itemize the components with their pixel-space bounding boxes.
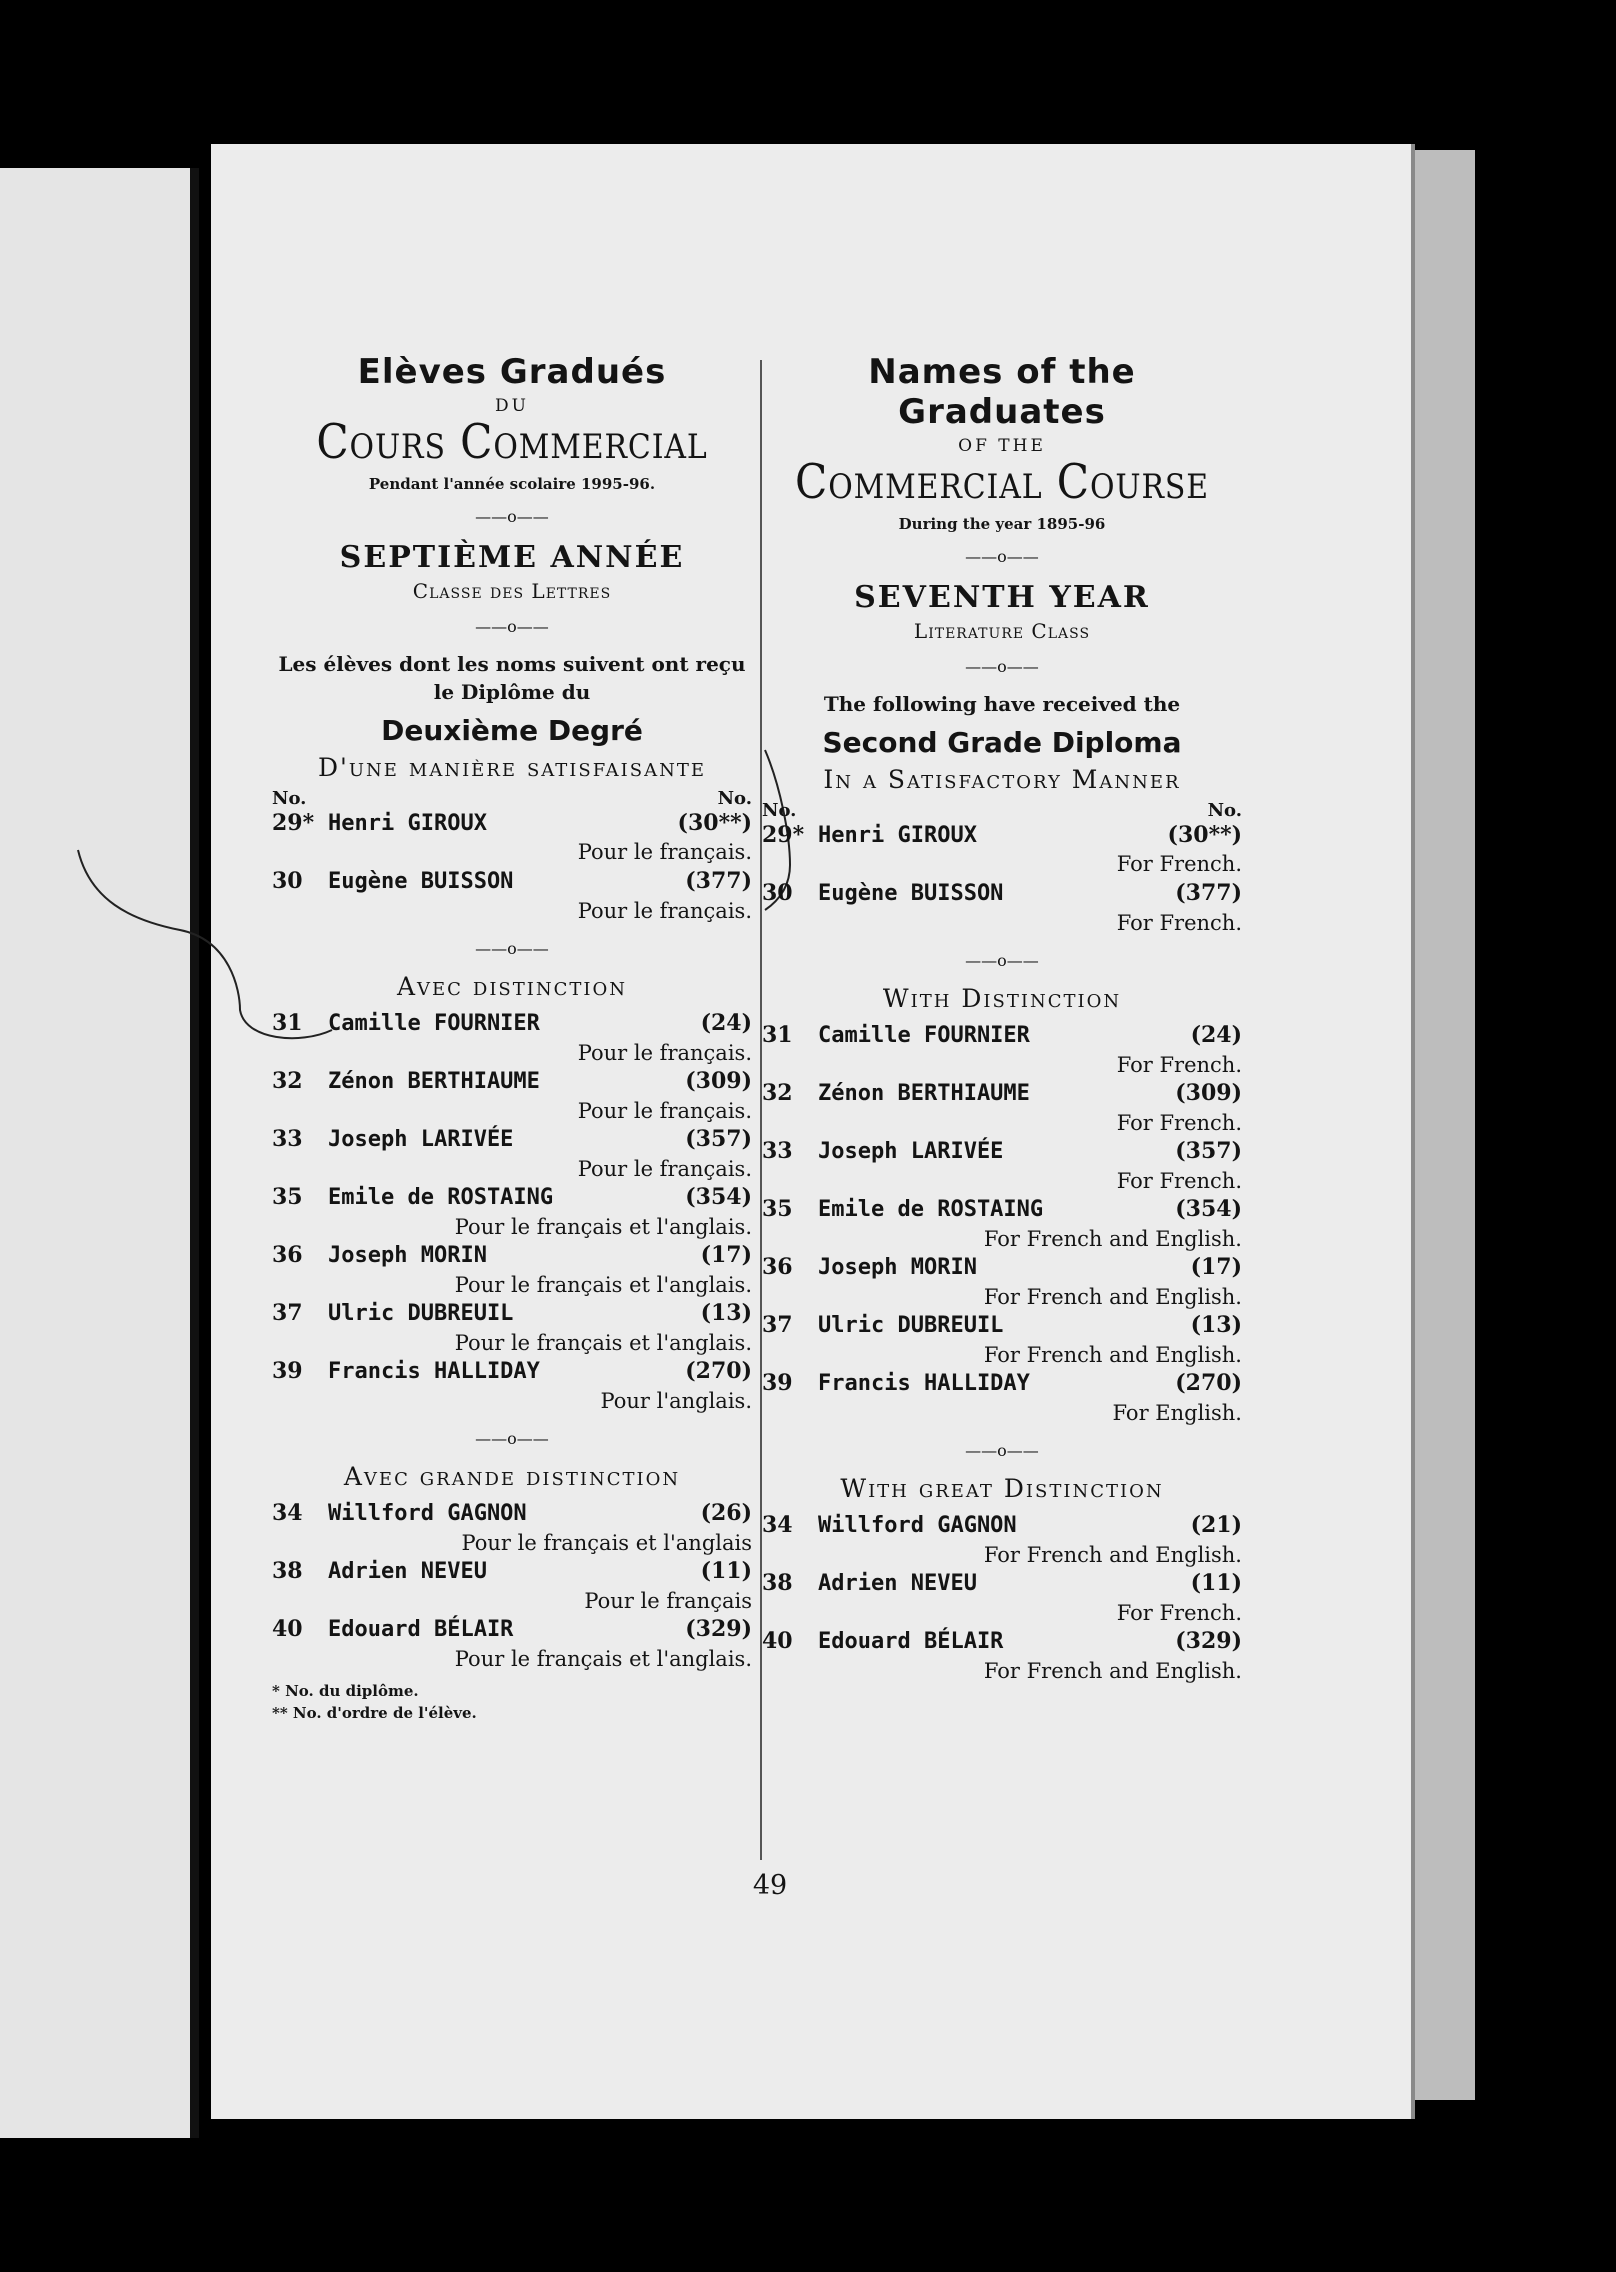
graduate-row: [272, 1299, 752, 1329]
graduate-language-note: Pour le français et l'anglais.: [454, 1646, 752, 1671]
graduate-language-note: For French.: [1116, 1052, 1242, 1077]
graduate-order-number: (17): [1190, 1253, 1242, 1280]
graduate-entry: [272, 1299, 752, 1357]
graduate-entry: [762, 1079, 1242, 1137]
french-year-line: Pendant l'année scolaire 1995-96.: [368, 474, 656, 493]
french-great-title: Avec grande distinction: [343, 1462, 681, 1492]
graduate-number: 37: [762, 1312, 793, 1339]
graduate-number: 37: [272, 1300, 303, 1327]
graduate-number: 34: [272, 1500, 303, 1527]
french-grade: Deuxième Degré: [381, 713, 643, 747]
graduate-language-note: For French.: [1116, 1168, 1242, 1193]
french-class-subtitle: Classe des Lettres: [412, 578, 612, 603]
english-heading: Names of the Graduates: [868, 352, 1136, 432]
english-year-line: During the year 1895-96: [898, 514, 1106, 533]
graduate-row: [762, 1311, 1242, 1341]
separator: ——o——: [965, 546, 1039, 566]
graduate-entry: [762, 821, 1242, 879]
graduate-name: Francis HALLIDAY: [328, 1359, 540, 1385]
graduate-number: 36: [762, 1253, 793, 1280]
french-satisfactory-list: [272, 809, 752, 925]
graduate-language-note: For French and English.: [983, 1542, 1242, 1567]
graduate-row: [272, 1125, 752, 1155]
graduate-order-number: (13): [700, 1300, 752, 1327]
graduate-language-note: For French.: [1116, 910, 1242, 935]
graduate-number: 31: [762, 1021, 793, 1048]
graduate-row: [762, 1627, 1242, 1657]
graduate-entry: [272, 1499, 752, 1557]
graduate-row: [762, 1195, 1242, 1225]
english-column: [762, 352, 1242, 1685]
graduate-entry: [762, 1253, 1242, 1311]
english-class-title: SEVENTH YEAR: [854, 579, 1150, 615]
graduate-row: [762, 1253, 1242, 1283]
graduate-number: 29*: [762, 821, 805, 848]
graduate-language-note: For French.: [1116, 1110, 1242, 1135]
graduate-language-note: Pour le français.: [577, 1040, 752, 1065]
graduate-row: [272, 1183, 752, 1213]
graduate-name: Zénon BERTHIAUME: [818, 1080, 1030, 1106]
graduate-language-note: Pour le français.: [577, 1098, 752, 1123]
graduate-name: Adrien NEVEU: [328, 1559, 487, 1585]
english-manner: In a Satisfactory Manner: [823, 764, 1181, 794]
graduate-number: 35: [762, 1195, 793, 1222]
french-intro: Les élèves dont les noms suivent ont reçu le Diplôme du: [278, 651, 746, 704]
graduate-number: 30: [762, 879, 793, 906]
graduate-name: Joseph MORIN: [818, 1254, 977, 1280]
number-header: [272, 788, 752, 809]
graduate-name: Francis HALLIDAY: [818, 1371, 1030, 1397]
graduate-name: Camille FOURNIER: [818, 1022, 1030, 1048]
english-grade: Second Grade Diploma: [822, 725, 1182, 759]
separator: ——o——: [965, 656, 1039, 676]
graduate-order-number: (11): [1190, 1570, 1242, 1597]
graduate-name: Adrien NEVEU: [818, 1571, 977, 1597]
french-class-title: SEPTIÈME ANNÉE: [339, 539, 685, 575]
french-column: [272, 352, 752, 1725]
graduate-language-note: For English.: [1112, 1400, 1242, 1425]
graduate-name: Eugène BUISSON: [818, 880, 1004, 906]
graduate-entry: [272, 809, 752, 867]
no-label: No.: [1207, 799, 1242, 821]
graduate-name: Joseph LARIVÉE: [328, 1126, 514, 1152]
footnote-order: ** No. d'ordre de l'élève.: [272, 1703, 477, 1722]
graduate-language-note: Pour le français.: [577, 898, 752, 923]
separator: ——o——: [475, 616, 549, 636]
no-label: No.: [272, 787, 307, 809]
graduate-order-number: (13): [1190, 1312, 1242, 1339]
graduate-order-number: (24): [1190, 1021, 1242, 1048]
graduate-order-number: (309): [685, 1067, 752, 1094]
graduate-language-note: For French and English.: [983, 1284, 1242, 1309]
graduate-entry: [762, 1511, 1242, 1569]
graduate-entry: [272, 1125, 752, 1183]
graduate-entry: [762, 1021, 1242, 1079]
graduate-order-number: (377): [1175, 879, 1242, 906]
english-distinction-title: With Distinction: [882, 983, 1122, 1013]
footnotes: [272, 1681, 752, 1725]
separator: ——o——: [475, 506, 549, 526]
graduate-number: 30: [272, 867, 303, 894]
graduate-row: [272, 1009, 752, 1039]
graduate-row: [272, 1499, 752, 1529]
graduate-row: [762, 1511, 1242, 1541]
graduate-language-note: Pour le français et l'anglais: [461, 1530, 752, 1555]
graduate-number: 35: [272, 1183, 303, 1210]
graduate-entry: [762, 1195, 1242, 1253]
graduate-order-number: (17): [700, 1241, 752, 1268]
graduate-order-number: (309): [1175, 1079, 1242, 1106]
english-class-subtitle: Literature Class: [913, 618, 1091, 643]
graduate-language-note: For French and English.: [983, 1226, 1242, 1251]
graduate-order-number: (24): [700, 1009, 752, 1036]
graduate-language-note: Pour le français et l'anglais.: [454, 1330, 752, 1355]
graduate-language-note: Pour le français: [584, 1588, 752, 1613]
french-heading: Elèves Gradués: [357, 352, 667, 392]
graduate-row: [272, 867, 752, 897]
graduate-order-number: (357): [685, 1125, 752, 1152]
graduate-row: [272, 1241, 752, 1271]
page-number: 49: [752, 1870, 788, 1901]
separator: ——o——: [475, 1429, 549, 1449]
english-great-title: With great Distinction: [840, 1474, 1164, 1504]
graduate-entry: [272, 1183, 752, 1241]
graduate-language-note: Pour l'anglais.: [600, 1388, 752, 1413]
graduate-row: [762, 821, 1242, 851]
graduate-order-number: (270): [1175, 1370, 1242, 1397]
graduate-number: 39: [272, 1358, 303, 1385]
graduate-number: 38: [272, 1558, 303, 1585]
graduate-order-number: (377): [685, 867, 752, 894]
graduate-order-number: (354): [685, 1183, 752, 1210]
footnote-diploma: * No. du diplôme.: [272, 1682, 419, 1701]
graduate-order-number: (30**): [1167, 821, 1242, 848]
graduate-row: [762, 1569, 1242, 1599]
graduate-name: Joseph LARIVÉE: [818, 1138, 1004, 1164]
separator: ——o——: [965, 1441, 1039, 1461]
graduate-row: [272, 1067, 752, 1097]
english-of-the: OF THE: [958, 436, 1046, 456]
english-great-list: [762, 1511, 1242, 1685]
graduate-number: 36: [272, 1241, 303, 1268]
graduate-number: 34: [762, 1512, 793, 1539]
graduate-language-note: For French and English.: [983, 1658, 1242, 1683]
graduate-name: Edouard BÉLAIR: [328, 1617, 514, 1643]
graduate-order-number: (11): [700, 1558, 752, 1585]
graduate-order-number: (329): [685, 1616, 752, 1643]
graduate-number: 32: [272, 1067, 303, 1094]
graduate-entry: [272, 1557, 752, 1615]
graduate-name: Joseph MORIN: [328, 1242, 487, 1268]
graduate-number: 32: [762, 1079, 793, 1106]
graduate-entry: [272, 1067, 752, 1125]
graduate-row: [762, 1369, 1242, 1399]
graduate-name: Henri GIROUX: [818, 822, 977, 848]
french-manner: D'une manière satisfaisante: [317, 752, 707, 782]
french-great-list: [272, 1499, 752, 1673]
graduate-entry: [272, 867, 752, 925]
graduate-entry: [762, 1627, 1242, 1685]
english-distinction-list: [762, 1021, 1242, 1427]
graduate-language-note: Pour le français et l'anglais.: [454, 1272, 752, 1297]
number-header: [762, 800, 1242, 821]
graduate-name: Zénon BERTHIAUME: [328, 1068, 540, 1094]
page-stack-edge: [1415, 150, 1475, 2100]
graduate-name: Camille FOURNIER: [328, 1010, 540, 1036]
graduate-row: [762, 1021, 1242, 1051]
graduate-entry: [762, 1137, 1242, 1195]
graduate-entry: [272, 1615, 752, 1673]
page-gutter: [190, 168, 199, 2138]
graduate-number: 40: [762, 1628, 793, 1655]
graduate-entry: [762, 1369, 1242, 1427]
graduate-order-number: (354): [1175, 1195, 1242, 1222]
graduate-name: Henri GIROUX: [328, 810, 487, 836]
no-label: No.: [717, 787, 752, 809]
graduate-number: 39: [762, 1370, 793, 1397]
graduate-name: Willford GAGNON: [818, 1513, 1017, 1539]
graduate-row: [272, 1615, 752, 1645]
english-course-title: Commercial Course: [794, 454, 1209, 510]
graduate-entry: [272, 1009, 752, 1067]
graduate-row: [272, 809, 752, 839]
graduate-name: Eugène BUISSON: [328, 868, 514, 894]
graduate-name: Emile de ROSTAING: [818, 1196, 1044, 1222]
graduate-language-note: Pour le français.: [577, 1156, 752, 1181]
graduate-row: [272, 1357, 752, 1387]
graduate-row: [762, 1137, 1242, 1167]
graduate-row: [762, 879, 1242, 909]
graduate-language-note: For French.: [1116, 852, 1242, 877]
graduate-order-number: (26): [700, 1500, 752, 1527]
separator: ——o——: [475, 938, 549, 958]
graduate-name: Willford GAGNON: [328, 1501, 527, 1527]
graduate-order-number: (357): [1175, 1137, 1242, 1164]
graduate-order-number: (270): [685, 1358, 752, 1385]
separator: ——o——: [965, 950, 1039, 970]
graduate-name: Ulric DUBREUIL: [818, 1313, 1004, 1339]
graduate-row: [272, 1557, 752, 1587]
graduate-number: 33: [272, 1125, 303, 1152]
english-satisfactory-list: [762, 821, 1242, 937]
graduate-language-note: For French and English.: [983, 1342, 1242, 1367]
graduate-entry: [762, 1311, 1242, 1369]
graduate-language-note: Pour le français et l'anglais.: [454, 1214, 752, 1239]
graduate-number: 38: [762, 1570, 793, 1597]
graduate-number: 29*: [272, 809, 315, 836]
graduate-entry: [762, 1569, 1242, 1627]
graduate-language-note: Pour le français.: [577, 840, 752, 865]
graduate-order-number: (329): [1175, 1628, 1242, 1655]
graduate-entry: [762, 879, 1242, 937]
graduate-number: 31: [272, 1009, 303, 1036]
graduate-name: Emile de ROSTAING: [328, 1184, 554, 1210]
previous-page-edge: [0, 168, 196, 2138]
english-intro: The following have received the: [823, 691, 1181, 716]
graduate-entry: [272, 1357, 752, 1415]
french-du: DU: [495, 396, 529, 416]
graduate-number: 33: [762, 1137, 793, 1164]
graduate-row: [762, 1079, 1242, 1109]
graduate-entry: [272, 1241, 752, 1299]
no-label: No.: [762, 799, 797, 821]
graduate-order-number: (30**): [677, 809, 752, 836]
french-distinction-title: Avec distinction: [396, 971, 628, 1001]
french-distinction-list: [272, 1009, 752, 1415]
graduate-name: Edouard BÉLAIR: [818, 1629, 1004, 1655]
graduate-number: 40: [272, 1616, 303, 1643]
french-course-title: Cours Commercial: [316, 414, 708, 470]
graduate-language-note: For French.: [1116, 1600, 1242, 1625]
graduate-order-number: (21): [1190, 1512, 1242, 1539]
graduate-name: Ulric DUBREUIL: [328, 1301, 514, 1327]
